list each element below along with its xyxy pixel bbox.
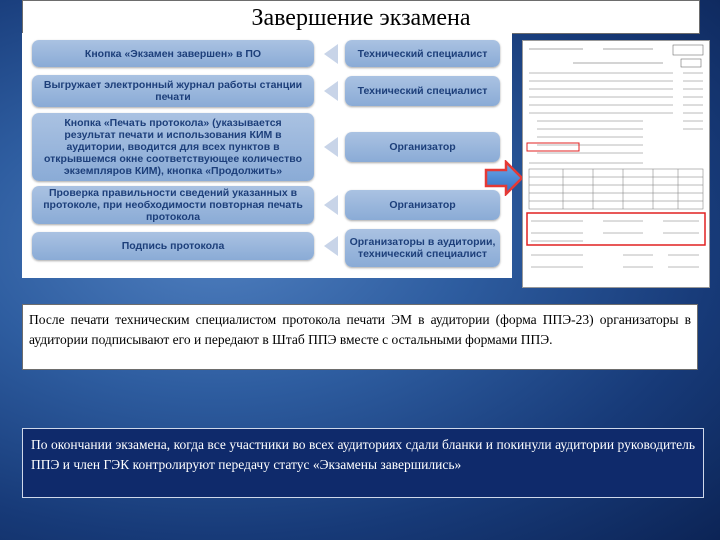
step-actor-box: Организаторы в аудитории, технический специалист xyxy=(345,229,500,267)
chevron-left-icon xyxy=(324,137,338,157)
step-row xyxy=(22,113,512,183)
step-actor-box: Технический специалист xyxy=(345,76,500,106)
step-action-box: Кнопка «Экзамен завершен» в ПО xyxy=(32,40,314,67)
step-actor-box: Организатор xyxy=(345,132,500,162)
step-row xyxy=(22,186,512,226)
chevron-left-icon xyxy=(324,81,338,101)
step-row xyxy=(22,229,512,274)
step-actor-box: Технический специалист xyxy=(345,40,500,67)
arrow-right-icon xyxy=(484,160,524,196)
step-row xyxy=(22,37,512,69)
chevron-left-icon xyxy=(324,195,338,215)
step-action-box: Выгружает электронный журнал работы станции печати xyxy=(32,75,314,107)
step-row xyxy=(22,73,512,109)
slide-title: Завершение экзамена xyxy=(22,0,700,34)
step-action-box: Проверка правильности сведений указанных в протоколе, при необходимости повторная печать протокола xyxy=(32,186,314,224)
protocol-form-image xyxy=(522,40,710,288)
step-actor-box: Организатор xyxy=(345,190,500,220)
info-paragraph: После печати техническим специалистом протокола печати ЭМ в аудитории (форма ППЭ-23) организаторы в аудитории подписывают его и передают в Штаб ППЭ вместе с остальными формами ППЭ. xyxy=(22,304,698,370)
process-diagram xyxy=(22,33,512,278)
chevron-left-icon xyxy=(324,236,338,256)
info-paragraph-highlighted: По окончании экзамена, когда все участники во всех аудиториях сдали бланки и покинули аудитории руководитель ППЭ и член ГЭК контролируют передачу статус «Экзамены завершились» xyxy=(22,428,704,498)
step-action-box: Подпись протокола xyxy=(32,232,314,260)
form-lines-graphic xyxy=(523,41,709,287)
step-action-box: Кнопка «Печать протокола» (указывается результат печати и использования КИМ в аудитории, вводится для всех пунктов в открывшемся окне соответствующее количество экземпляров КИМ), кнопка «Продолжить» xyxy=(32,113,314,181)
chevron-left-icon xyxy=(324,44,338,64)
